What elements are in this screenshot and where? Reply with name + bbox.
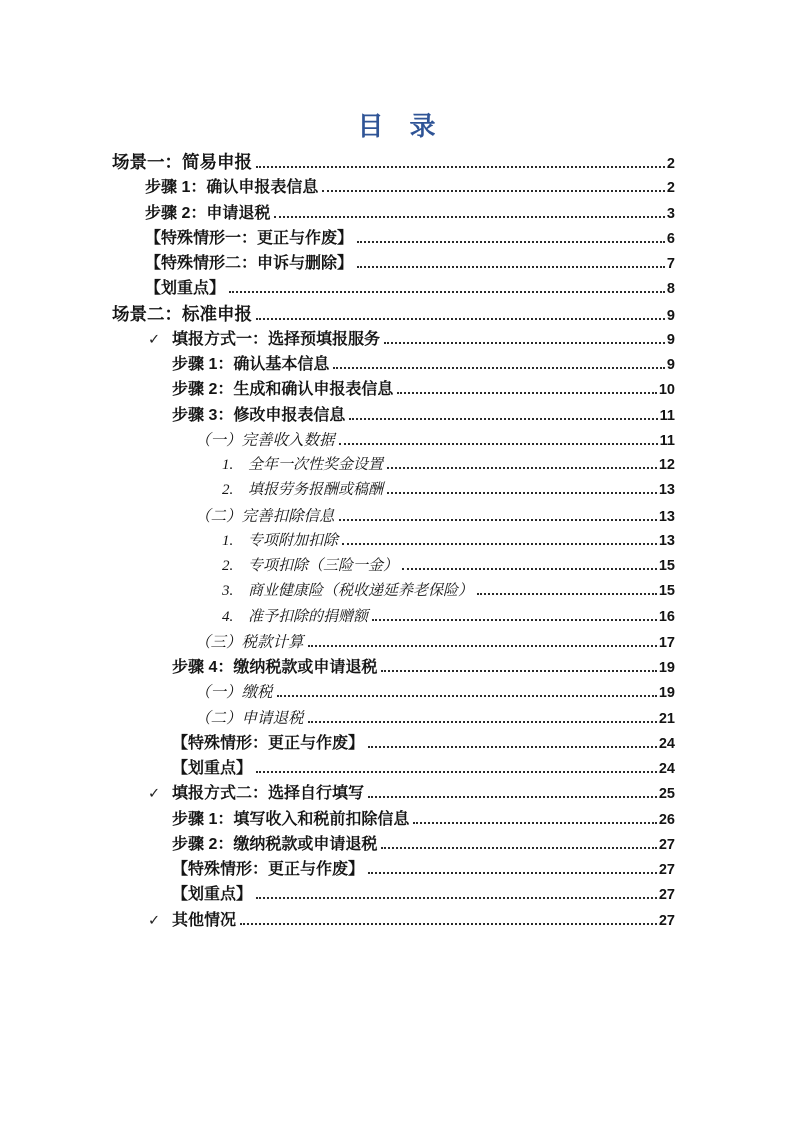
- dot-leader: [322, 190, 665, 192]
- toc-entry-number: 1.: [222, 532, 234, 549]
- toc-entry-label: （二）申请退税: [195, 709, 304, 727]
- toc-entry[interactable]: [112, 352, 675, 377]
- toc-entry-label: 场景二：标准申报: [112, 303, 252, 324]
- toc-entry[interactable]: [112, 453, 675, 478]
- checkmark-icon: ✓: [148, 786, 161, 803]
- toc-entry-label: 商业健康险（税收递延养老保险）: [248, 583, 474, 600]
- toc-entry-label: 全年一次性奖金设置: [248, 457, 384, 473]
- dot-leader: [256, 897, 657, 899]
- toc-entry[interactable]: [112, 478, 675, 503]
- toc-page-number[interactable]: 11: [659, 407, 675, 424]
- toc-page-number[interactable]: 6: [666, 230, 675, 247]
- toc-entry[interactable]: [112, 781, 675, 806]
- dot-leader: [274, 216, 665, 218]
- dot-leader: [342, 543, 657, 545]
- dot-leader: [368, 872, 657, 874]
- toc-entry[interactable]: [112, 150, 675, 175]
- toc-entry-label: 其他情况: [172, 911, 237, 929]
- dot-leader: [381, 847, 657, 849]
- toc-entry-label: 【特殊情形：更正与作废】: [172, 734, 365, 752]
- checkmark-icon: ✓: [148, 331, 161, 348]
- toc-page-number[interactable]: 24: [658, 761, 675, 777]
- toc-entry[interactable]: [112, 807, 675, 832]
- toc-entry-label: 准予扣除的捐赠额: [248, 608, 369, 625]
- toc-entry-label: 【划重点】: [145, 280, 226, 298]
- dot-leader: [339, 519, 657, 521]
- toc-page-number[interactable]: 27: [658, 836, 675, 853]
- toc-page-number[interactable]: 2: [666, 180, 675, 197]
- toc-entry-label: 填报方式二：选择自行填写: [172, 785, 365, 803]
- toc-entry[interactable]: [112, 630, 675, 655]
- toc-entry-label: 填报劳务报酬或稿酬: [248, 482, 384, 499]
- toc-page-number[interactable]: 13: [658, 508, 675, 525]
- toc-entry[interactable]: [112, 403, 675, 428]
- toc-page-number[interactable]: 7: [666, 256, 675, 272]
- toc-page-number[interactable]: 25: [658, 786, 675, 803]
- toc-entry-label: （一）完善收入数据: [195, 431, 335, 449]
- toc-entry[interactable]: [112, 731, 675, 756]
- dot-leader: [256, 318, 665, 320]
- toc-entry-label: （二）完善扣除信息: [195, 507, 335, 525]
- dot-leader: [339, 443, 658, 445]
- toc-page-number[interactable]: 27: [658, 862, 675, 878]
- checkmark-icon: ✓: [148, 912, 161, 929]
- toc-entry-label: 步骤 1：确认基本信息: [172, 356, 330, 373]
- dot-leader: [333, 367, 665, 369]
- toc-entry-number: 4.: [222, 608, 234, 625]
- toc-page-number[interactable]: 3: [666, 205, 675, 222]
- toc-entry-label: 步骤 3：修改申报表信息: [172, 406, 346, 424]
- toc-entry[interactable]: [112, 504, 675, 529]
- toc-entry-number: 2.: [222, 558, 234, 574]
- dot-leader: [413, 822, 657, 824]
- toc-entry[interactable]: [112, 276, 675, 301]
- dot-leader: [372, 619, 657, 621]
- dot-leader: [357, 241, 665, 243]
- toc-entry[interactable]: [112, 882, 675, 907]
- toc-entry-label: 【特殊情形二：申诉与删除】: [145, 255, 354, 272]
- dot-leader: [368, 796, 657, 798]
- dot-leader: [357, 266, 665, 268]
- toc-entry[interactable]: [112, 251, 675, 276]
- dot-leader: [477, 593, 657, 595]
- dot-leader: [277, 695, 657, 697]
- dot-leader: [381, 670, 657, 672]
- dot-leader: [387, 492, 657, 494]
- toc-entry-label: 步骤 4：缴纳税款或申请退税: [172, 659, 378, 676]
- page-title: 目 录: [357, 111, 436, 141]
- toc-entry-label: 专项扣除（三险一金）: [248, 558, 399, 574]
- dot-leader: [402, 568, 657, 570]
- toc-entry-label: 场景一：简易申报: [112, 152, 252, 172]
- toc-entry-label: 【划重点】: [172, 886, 253, 904]
- toc-entry[interactable]: [112, 655, 675, 680]
- dot-leader: [240, 923, 657, 925]
- toc-entry-number: 1.: [222, 457, 234, 473]
- toc-entry[interactable]: [112, 201, 675, 226]
- toc-page-number[interactable]: 13: [658, 532, 675, 549]
- toc-page-number[interactable]: 19: [658, 685, 675, 702]
- toc-entry[interactable]: [112, 302, 675, 327]
- toc-page-number[interactable]: 2: [666, 156, 675, 172]
- toc-entry-label: 步骤 1：确认申报表信息: [145, 179, 319, 197]
- dot-leader: [387, 467, 657, 469]
- dot-leader: [256, 771, 657, 773]
- toc-page-number[interactable]: 27: [658, 912, 675, 929]
- toc-entry[interactable]: [112, 226, 675, 251]
- toc-entry[interactable]: [112, 832, 675, 857]
- toc-entry-label: 步骤 1：填写收入和税前扣除信息: [172, 810, 410, 828]
- toc-page-number[interactable]: 15: [658, 558, 675, 574]
- toc-entry[interactable]: [112, 680, 675, 705]
- toc-page-number[interactable]: 12: [658, 457, 675, 473]
- toc-page-number[interactable]: 27: [658, 887, 675, 904]
- toc-entry-label: （三）税款计算: [195, 633, 304, 651]
- toc-entry-label: 步骤 2：缴纳税款或申请退税: [172, 835, 378, 853]
- toc-page-number[interactable]: 8: [666, 281, 675, 298]
- toc-page-number[interactable]: 9: [666, 357, 675, 373]
- toc-page-number[interactable]: 10: [658, 382, 675, 399]
- toc-entry[interactable]: [112, 908, 675, 933]
- toc-entry[interactable]: [112, 756, 675, 781]
- dot-leader: [368, 746, 657, 748]
- toc-entry-label: 步骤 2：申请退税: [145, 204, 271, 222]
- toc-page-number[interactable]: 9: [666, 307, 675, 324]
- toc-page-number[interactable]: 21: [658, 710, 675, 727]
- dot-leader: [349, 418, 657, 420]
- toc-entry[interactable]: [112, 605, 675, 630]
- toc-page-number[interactable]: 19: [658, 660, 675, 676]
- toc-entry[interactable]: [112, 554, 675, 579]
- toc-entry-label: 【划重点】: [172, 760, 253, 777]
- toc-entry-label: 专项附加扣除: [248, 532, 339, 549]
- toc-entry-label: 【特殊情形：更正与作废】: [172, 861, 365, 878]
- toc-entry[interactable]: [112, 377, 675, 402]
- dot-leader: [256, 166, 665, 168]
- toc-entry[interactable]: [112, 857, 675, 882]
- toc-page-number[interactable]: 17: [658, 634, 675, 651]
- dot-leader: [397, 392, 657, 394]
- toc-entry-number: 2.: [222, 482, 234, 499]
- toc-entry-label: （一）缴税: [195, 684, 273, 702]
- toc-page-number[interactable]: 26: [658, 811, 675, 828]
- toc-entry[interactable]: [112, 327, 675, 352]
- table-of-contents: [112, 150, 675, 933]
- toc-entry[interactable]: [112, 428, 675, 453]
- dot-leader: [229, 291, 665, 293]
- toc-page-number[interactable]: 13: [658, 482, 675, 499]
- toc-entry-number: 3.: [222, 583, 234, 600]
- toc-entry-label: 【特殊情形一：更正与作废】: [145, 229, 354, 247]
- toc-entry[interactable]: [112, 579, 675, 604]
- toc-page-number[interactable]: 16: [658, 608, 675, 625]
- toc-entry[interactable]: [112, 175, 675, 200]
- dot-leader: [384, 342, 665, 344]
- dot-leader: [308, 721, 657, 723]
- toc-page-number[interactable]: 24: [658, 735, 675, 752]
- toc-entry[interactable]: [112, 706, 675, 731]
- toc-page-number[interactable]: 15: [658, 583, 675, 600]
- dot-leader: [308, 645, 657, 647]
- toc-entry-label: 步骤 2：生成和确认申报表信息: [172, 381, 394, 399]
- toc-page-number[interactable]: 11: [659, 432, 675, 449]
- toc-page-number[interactable]: 9: [666, 331, 675, 348]
- toc-entry[interactable]: [112, 529, 675, 554]
- toc-entry-label: 填报方式一：选择预填报服务: [172, 330, 381, 348]
